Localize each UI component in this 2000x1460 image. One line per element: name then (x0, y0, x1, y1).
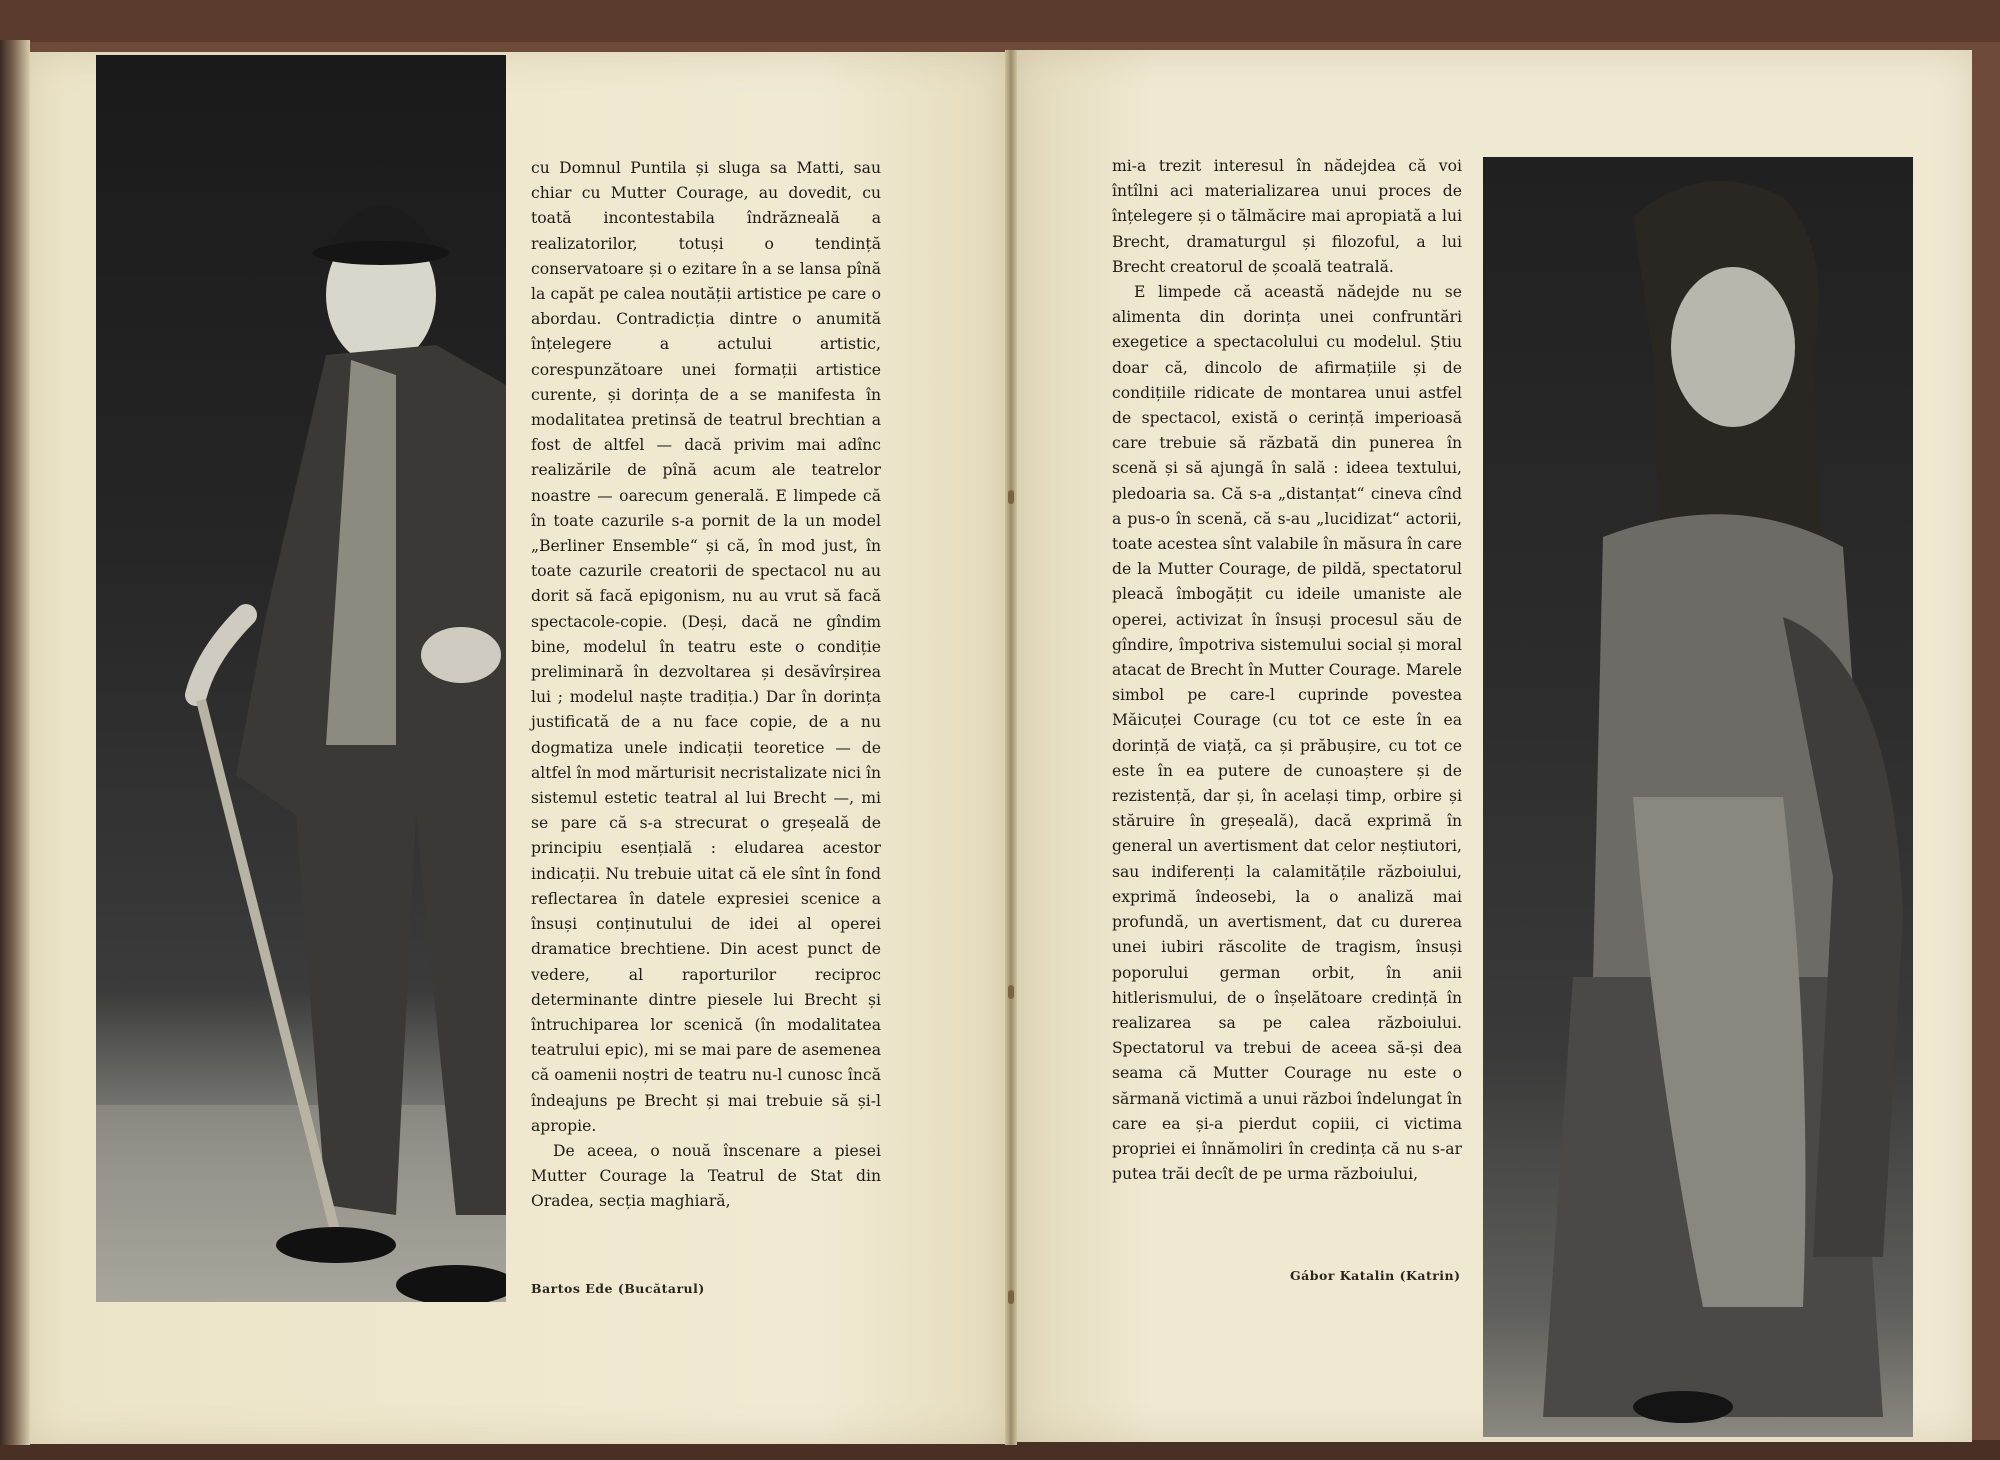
paragraph: mi-a trezit interesul în nădejdea că voi întîlni aci materializarea unui proces de înțelegere și o tălmăcire mai apropiată a lui Brecht, dramaturgul și filozoful, a lui Brecht creatorul de școală teatrală. (1112, 157, 1462, 276)
left-text-column (531, 156, 881, 1215)
page-stack-edge (0, 40, 30, 1445)
photo-caption-left: Bartos Ede (Bucătarul) (531, 1281, 705, 1296)
paragraph: De aceea, o nouă înscenare a piesei Mutter Courage la Teatrul de Stat din Oradea, secția maghiară, (531, 1141, 881, 1211)
photo-figure-illustration (96, 55, 506, 1302)
paragraph: cu Domnul Puntila și sluga sa Matti, sau chiar cu Mutter Courage, au dovedit, cu toată incontestabila îndrăzneală a realizatorilor, totuși o tendință conservatoare și o ezitare în a se lansa pînă la capăt pe calea noutății artistice pe care o abordau. Contradicția dintre o anumită înțelegere a actului artistic, corespunzătoare unei formații artistice curente, și dorința de a se manifesta în modalitatea pretinsă de teatrul brechtian a fost de altfel — dacă privim mai adînc realizările de pînă acum ale teatrelor noastre — oarecum generală. E limpede că în toate cazurile s-a pornit de la un model „Berliner Ensemble“ și că, în mod just, în toate cazurile creatorii de spectacol nu au dorit să facă epigonism, nu au vrut să facă spectacole-copie. (Deși, dacă ne gîndim bine, modelul în teatru este o condiție preliminară în dezvoltarea și desăvîrșirea lui ; modelul naște tradiția.) Dar în dorința justificată de a nu face copie, de a nu dogmatiza unele indicații teoretice — de altfel în mod mărturisit necristalizate nici în sistemul estetic teatral al lui Brecht —, mi se pare că s-a strecurat o greșeală de principiu esențială : eludarea acestor indicații. Nu trebuie uitat că ele sînt în fond reflectarea în datele expresiei scenice a însuși conținutului de idei al operei dramatice brechtiene. Din acest punct de vedere, al raporturilor reciproc determinante dintre piesele lui Brecht și întruchiparea lor scenică (în modalitatea teatrului epic), mi se mai pare de asemenea că oamenii noștri de teatru nu-l cunosc încă îndeajuns pe Brecht și mai trebuie să și-l apropie. (531, 159, 881, 1135)
photo-actor-cook (96, 55, 506, 1302)
photo-figure-illustration (1483, 157, 1913, 1437)
binding-stitch (1008, 1290, 1014, 1304)
paragraph: E limpede că această nădejde nu se alimenta din dorința unei confruntări exegetice a spectacolului cu modelul. Știu doar că, dincolo de afirmațiile și de condițiile ridicate de montarea unui astfel de spectacol, există o cerință imperioasă care trebuie să răzbată din punerea în scenă și să ajungă în sală : ideea textului, pledoaria sa. Că s-a „distanțat“ cineva cînd a pus-o în scenă, că s-au „lucidizat“ actorii, toate acestea sînt valabile în măsura în care de la Mutter Courage, de pildă, spectatorul pleacă îmbogățit cu ideile umaniste ale operei, activizat în însuși procesul său de gîndire, împotriva sistemului social și moral atacat de Brecht în Mutter Courage. Marele simbol pe care-l cuprinde povestea Măicuței Courage (cu tot ce este în ea dorință de viață, ca și prăbușire, cu tot ce este în ea putere de cunoaștere și de rezistență, dar și, în același timp, orbire și stăruire în greșeală), dacă exprimă în general un avertisment dat celor neștiutori, sau indiferenți la calamitățile războiului, exprimă îndeosebi, la o analiză mai profundă, un avertisment, dat cu durerea unei iubiri răscolite de tragism, însuși poporului german orbit, în anii hitlerismului, de o înșelătoare credință în realizarea sa pe calea războiului. Spectatorul va trebui de aceea să-și dea seama că Mutter Courage nu este o sărmană victimă a unui război îndelungat în care ea și-a pierdut copiii, ci victima propriei ei înnămoliri în credința că nu s-ar putea trăi decît de pe urma războiului, (1112, 283, 1462, 1184)
book-cover-top-edge (0, 0, 2000, 42)
binding-stitch (1008, 985, 1014, 999)
photo-caption-right: Gábor Katalin (Katrin) (1290, 1268, 1461, 1283)
book-gutter (1005, 50, 1017, 1445)
photo-actress-katrin (1483, 157, 1913, 1437)
binding-stitch (1008, 490, 1014, 504)
right-text-column (1112, 154, 1462, 1187)
